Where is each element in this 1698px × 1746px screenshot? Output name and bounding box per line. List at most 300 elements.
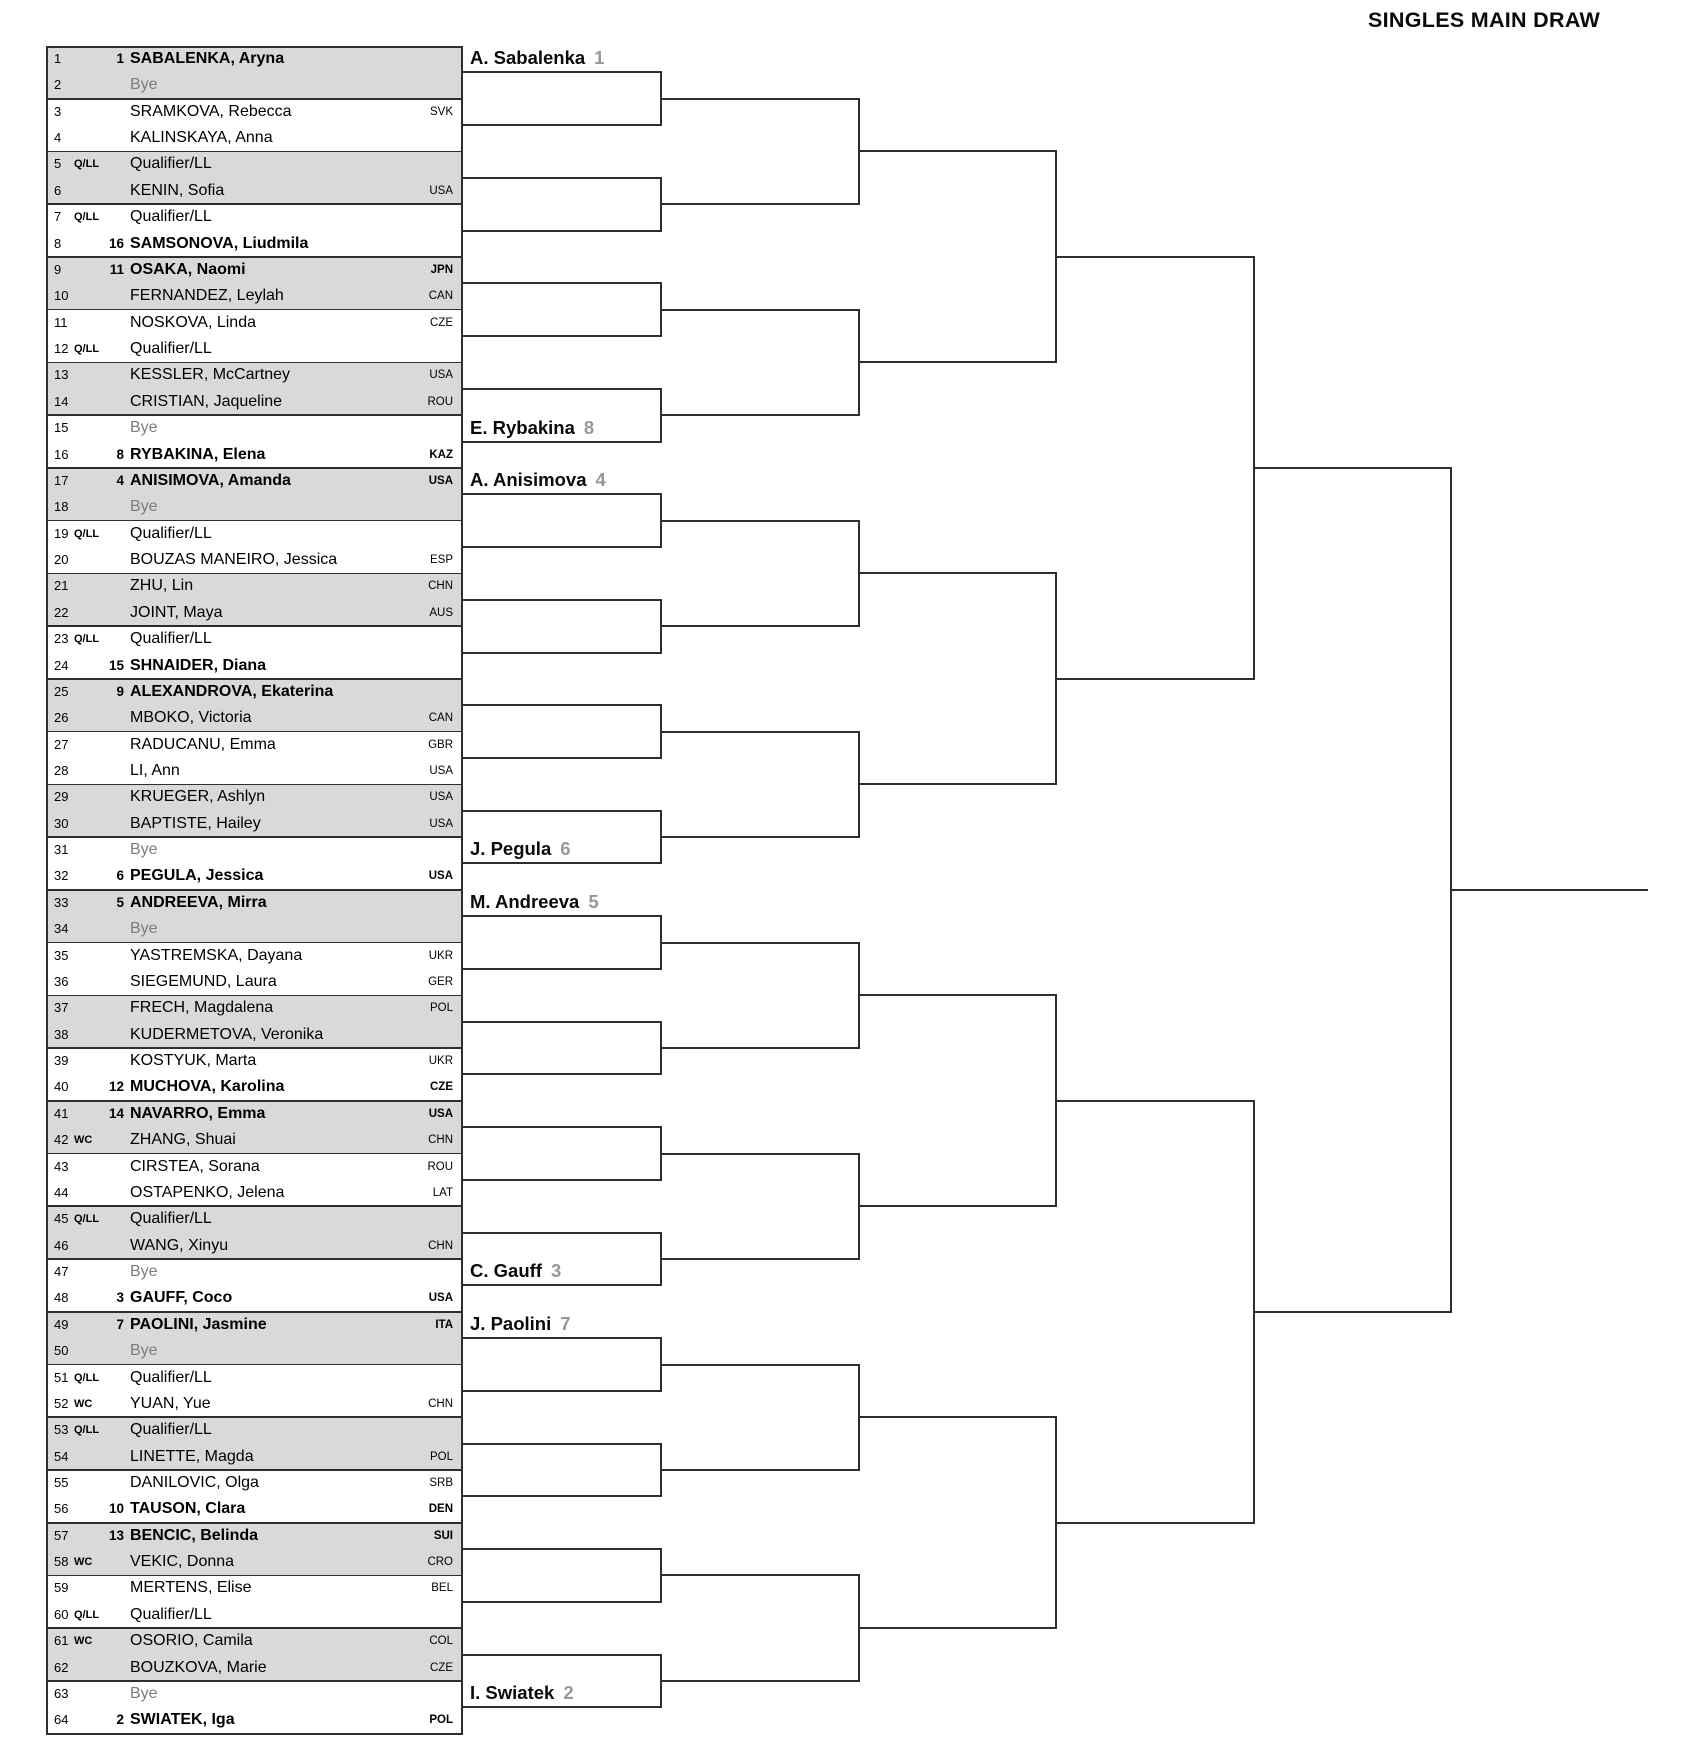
entry-number: 36 [54, 973, 69, 989]
entry-number: 50 [54, 1343, 69, 1359]
draw-row [48, 916, 461, 942]
entry-number: 22 [54, 604, 69, 620]
round2-line [463, 757, 661, 759]
draw-row [48, 1575, 461, 1601]
player-name: CIRSTEA, Sorana [130, 1157, 260, 1175]
player-name: ALEXANDROVA, Ekaterina [130, 682, 334, 700]
entry-tag: Q/LL [74, 633, 100, 646]
draw-row [48, 1206, 461, 1232]
player-name: TAUSON, Clara [130, 1500, 246, 1518]
player-name: SAMSONOVA, Liudmila [130, 234, 309, 252]
winner-seed: 1 [594, 47, 605, 69]
player-name: BOUZKOVA, Marie [130, 1658, 267, 1676]
round2-line [463, 968, 661, 970]
draw-row [48, 1180, 461, 1206]
country-code: COL [429, 1635, 453, 1648]
entry-number: 60 [54, 1606, 69, 1622]
player-name: BAPTISTE, Hailey [130, 814, 261, 832]
entry-number: 18 [54, 499, 69, 515]
country-code: USA [429, 791, 453, 804]
draw-row [48, 1154, 461, 1180]
round3-line [661, 1153, 859, 1155]
country-code: USA [429, 817, 453, 830]
entry-tag: Q/LL [74, 527, 100, 540]
round2-line [463, 915, 661, 917]
draw-row [48, 46, 461, 72]
round2-line [463, 388, 661, 390]
bye-label: Bye [130, 1684, 158, 1702]
entry-number: 55 [54, 1474, 69, 1490]
player-name: KALINSKAYA, Anna [130, 129, 273, 147]
draw-row [48, 1470, 461, 1496]
entry-seed: 15 [108, 657, 124, 673]
player-name: Qualifier/LL [130, 630, 212, 648]
draw-row [48, 99, 461, 125]
round2-line [463, 862, 661, 864]
player-name: MBOKO, Victoria [130, 709, 252, 727]
entry-number: 9 [54, 261, 62, 277]
round2-winner-label [470, 1257, 561, 1284]
draw-row [48, 784, 461, 810]
winner-name: A. Anisimova [470, 469, 587, 491]
winner-name: C. Gauff [470, 1260, 542, 1282]
draw-row [48, 1681, 461, 1707]
entry-seed: 13 [108, 1527, 124, 1543]
semifinal-line [1056, 1522, 1254, 1524]
entry-number: 49 [54, 1316, 69, 1332]
draw-row [48, 125, 461, 151]
player-name: SIEGEMUND, Laura [130, 972, 277, 990]
round2-line [463, 1548, 661, 1550]
country-code: BEL [431, 1582, 453, 1595]
semifinal-line [1056, 256, 1254, 258]
entry-seed: 5 [116, 894, 124, 910]
player-name: MERTENS, Elise [130, 1579, 252, 1597]
player-name: MUCHOVA, Karolina [130, 1078, 285, 1096]
country-code: ROU [427, 395, 453, 408]
round2-winner-label [470, 1310, 571, 1337]
draw-row [48, 1391, 461, 1417]
entry-number: 23 [54, 631, 69, 647]
player-name: YUAN, Yue [130, 1394, 211, 1412]
entry-number: 11 [54, 314, 68, 330]
round3-line [661, 1364, 859, 1366]
country-code: CZE [430, 1661, 453, 1674]
round2-line [463, 1232, 661, 1234]
country-code: GBR [428, 738, 453, 751]
winner-name: J. Pegula [470, 838, 552, 860]
player-name: OSTAPENKO, Jelena [130, 1183, 285, 1201]
semifinal-line [1056, 678, 1254, 680]
draw-row [48, 1285, 461, 1311]
player-name: SWIATEK, Iga [130, 1711, 235, 1729]
draw-row [48, 863, 461, 889]
player-name: OSORIO, Camila [130, 1632, 253, 1650]
draw-row [48, 1496, 461, 1522]
entry-number: 53 [54, 1422, 69, 1438]
draw-row [48, 72, 461, 98]
entry-seed: 3 [116, 1290, 124, 1306]
country-code: USA [429, 184, 453, 197]
country-code: KAZ [429, 448, 453, 461]
winner-name: I. Swiatek [470, 1682, 555, 1704]
entry-number: 17 [54, 472, 69, 488]
entry-tag: WC [74, 1134, 93, 1147]
player-name: FRECH, Magdalena [130, 999, 274, 1017]
player-name: RYBAKINA, Elena [130, 445, 266, 463]
country-code: LAT [432, 1186, 453, 1199]
entry-number: 1 [54, 51, 62, 66]
player-name: GAUFF, Coco [130, 1289, 233, 1307]
entry-number: 16 [54, 446, 69, 462]
player-name: CRISTIAN, Jaqueline [130, 392, 283, 410]
country-code: UKR [428, 949, 453, 962]
winner-seed: 3 [550, 1260, 562, 1282]
country-code: ESP [429, 554, 453, 567]
draw-row [48, 1338, 461, 1364]
player-name: FERNANDEZ, Leylah [130, 287, 284, 305]
country-code: USA [428, 474, 453, 487]
draw-row [48, 1707, 461, 1733]
draw-row [48, 969, 461, 995]
round2-line [463, 546, 661, 548]
entry-number: 56 [54, 1501, 69, 1517]
entry-number: 62 [54, 1659, 69, 1675]
entry-number: 46 [54, 1237, 69, 1253]
draw-row [48, 283, 461, 309]
country-code: CHN [428, 580, 453, 593]
country-code: USA [428, 870, 453, 883]
round2-line [463, 177, 661, 179]
player-name: PEGULA, Jessica [130, 867, 264, 885]
round2-winner-label [470, 44, 604, 71]
draw-row [48, 837, 461, 863]
round3-line [661, 1574, 859, 1576]
draw-row [48, 178, 461, 204]
entry-number: 25 [54, 683, 69, 699]
draw-row [48, 1022, 461, 1048]
country-code: GER [428, 975, 453, 988]
entry-number: 45 [54, 1211, 69, 1227]
country-code: USA [428, 1107, 453, 1120]
draw-row [48, 600, 461, 626]
draw-row [48, 1127, 461, 1153]
entry-number: 32 [54, 868, 69, 884]
country-code: UKR [428, 1055, 453, 1068]
entry-number: 59 [54, 1580, 69, 1596]
draw-row [48, 389, 461, 415]
player-name: JOINT, Maya [130, 603, 223, 621]
round2-line [463, 1390, 661, 1392]
entry-number: 61 [54, 1633, 69, 1649]
draw-row [48, 732, 461, 758]
entry-number: 4 [54, 130, 62, 146]
player-name: ZHU, Lin [130, 577, 194, 595]
entry-number: 39 [54, 1053, 69, 1069]
entry-seed: 14 [108, 1105, 124, 1121]
player-name: SRAMKOVA, Rebecca [130, 102, 292, 120]
player-name: Qualifier/LL [130, 155, 212, 173]
entry-number: 41 [54, 1105, 69, 1121]
entry-number: 7 [54, 209, 62, 225]
draw-row [48, 890, 461, 916]
round2-line [463, 1021, 661, 1023]
entry-seed: 2 [116, 1712, 124, 1728]
draw-row [48, 758, 461, 784]
bye-label: Bye [130, 76, 158, 94]
draw-row [48, 336, 461, 362]
draw-row [48, 1233, 461, 1259]
entry-number: 37 [54, 1000, 69, 1016]
entry-table [46, 46, 463, 1735]
player-name: RADUCANU, Emma [130, 735, 276, 753]
draw-row [48, 1365, 461, 1391]
round3-line [661, 1047, 859, 1049]
country-code: CZE [430, 316, 453, 329]
round2-line [463, 1654, 661, 1656]
player-name: PAOLINI, Jasmine [130, 1315, 267, 1333]
round2-line [463, 599, 661, 601]
round2-line [463, 810, 661, 812]
country-code: POL [429, 1002, 453, 1015]
round2-line [463, 441, 661, 443]
player-name: VEKIC, Donna [130, 1553, 235, 1571]
draw-row [48, 1101, 461, 1127]
player-name: OSAKA, Naomi [130, 260, 246, 278]
draw-row [48, 1523, 461, 1549]
draw-row [48, 1602, 461, 1628]
round2-winner-label [470, 888, 599, 915]
country-code: USA [429, 369, 453, 382]
entry-number: 57 [54, 1527, 69, 1543]
country-code: CAN [428, 290, 453, 303]
entry-number: 31 [54, 842, 69, 858]
draw-row [48, 1549, 461, 1575]
draw-row [48, 442, 461, 468]
country-code: CZE [430, 1081, 453, 1094]
draw-row [48, 626, 461, 652]
round3-line [661, 309, 859, 311]
player-name: ANDREEVA, Mirra [130, 893, 267, 911]
entry-tag: Q/LL [74, 343, 100, 356]
bye-label: Bye [130, 841, 158, 859]
draw-row [48, 1417, 461, 1443]
entry-number: 24 [54, 657, 69, 673]
entry-number: 42 [54, 1132, 69, 1148]
round2-line [463, 652, 661, 654]
round2-winner-label [470, 835, 571, 862]
draw-row [48, 362, 461, 388]
entry-number: 19 [54, 525, 69, 541]
draw-row [48, 1048, 461, 1074]
entry-number: 8 [54, 235, 62, 251]
round3-line [661, 1680, 859, 1682]
round2-line [463, 1073, 661, 1075]
country-code: DEN [428, 1503, 453, 1516]
winner-name: A. Sabalenka [470, 47, 586, 69]
player-name: DANILOVIC, Olga [130, 1473, 259, 1491]
final-line [1254, 1311, 1451, 1313]
round2-winner-label [470, 466, 606, 493]
player-name: WANG, Xinyu [130, 1236, 229, 1254]
entry-tag: Q/LL [74, 211, 100, 224]
draw-row [48, 1312, 461, 1338]
winner-name: M. Andreeva [470, 891, 580, 913]
round2-line [463, 230, 661, 232]
entry-number: 52 [54, 1395, 69, 1411]
winner-seed: 2 [563, 1682, 574, 1704]
country-code: CHN [428, 1239, 453, 1252]
entry-tag: Q/LL [74, 1213, 100, 1226]
entry-number: 63 [54, 1685, 69, 1701]
draw-row [48, 468, 461, 494]
round2-line [463, 704, 661, 706]
bye-label: Bye [130, 419, 158, 437]
quarterfinal-line [859, 150, 1056, 152]
player-name: SHNAIDER, Diana [130, 656, 267, 674]
draw-row [48, 231, 461, 257]
country-code: CHN [428, 1134, 453, 1147]
draw-row [48, 1259, 461, 1285]
country-code: SUI [433, 1529, 453, 1542]
round2-line [463, 1284, 661, 1286]
player-name: Qualifier/LL [130, 340, 212, 358]
entry-number: 54 [54, 1448, 69, 1464]
player-name: Qualifier/LL [130, 1421, 212, 1439]
player-name: KUDERMETOVA, Veronika [130, 1025, 324, 1043]
round3-line [661, 731, 859, 733]
draw-row [48, 1444, 461, 1470]
entry-number: 51 [54, 1369, 69, 1385]
entry-number: 47 [54, 1264, 69, 1280]
entry-number: 27 [54, 736, 69, 752]
entry-seed: 8 [116, 446, 124, 462]
quarterfinal-line [859, 361, 1056, 363]
round2-line [463, 1601, 661, 1603]
entry-seed: 1 [116, 51, 124, 66]
round2-line [463, 335, 661, 337]
player-name: ZHANG, Shuai [130, 1131, 236, 1149]
entry-tag: Q/LL [74, 158, 100, 171]
entry-number: 35 [54, 947, 69, 963]
country-code: AUS [429, 606, 453, 619]
round2-line [463, 1126, 661, 1128]
round2-line [463, 1179, 661, 1181]
round2-winner-label [470, 414, 594, 441]
winner-seed: 4 [595, 469, 606, 491]
entry-seed: 11 [109, 261, 124, 277]
draw-row [48, 705, 461, 731]
entry-number: 13 [54, 367, 69, 383]
page-title: SINGLES MAIN DRAW [1368, 8, 1601, 32]
champion-line [1451, 889, 1648, 891]
country-code: CRO [427, 1556, 453, 1569]
player-name: NOSKOVA, Linda [130, 313, 256, 331]
draw-row [48, 573, 461, 599]
draw-row [48, 547, 461, 573]
round3-line [661, 203, 859, 205]
entry-tag: WC [74, 1556, 93, 1569]
country-code: POL [429, 1450, 453, 1463]
player-name: YASTREMSKA, Dayana [130, 946, 303, 964]
quarterfinal-line [859, 783, 1056, 785]
entry-seed: 4 [116, 472, 124, 488]
round2-line [463, 1706, 661, 1708]
draw-row [48, 1628, 461, 1654]
entry-number: 43 [54, 1158, 69, 1174]
entry-tag: Q/LL [74, 1371, 100, 1384]
entry-number: 29 [54, 789, 69, 805]
entry-number: 48 [54, 1290, 69, 1306]
round3-line [661, 1469, 859, 1471]
round3-line [661, 98, 859, 100]
quarterfinal-line [859, 572, 1056, 574]
entry-number: 40 [54, 1079, 69, 1095]
draw-row [48, 1074, 461, 1100]
entry-number: 6 [54, 182, 62, 198]
player-name: ANISIMOVA, Amanda [130, 471, 291, 489]
draw-row [48, 257, 461, 283]
entry-number: 44 [54, 1184, 69, 1200]
draw-row [48, 521, 461, 547]
quarterfinal-line [859, 994, 1056, 996]
entry-number: 12 [54, 341, 69, 357]
entry-tag: WC [74, 1635, 93, 1648]
entry-number: 3 [54, 103, 62, 119]
winner-seed: 5 [588, 891, 599, 913]
semifinal-line [1056, 1100, 1254, 1102]
entry-number: 14 [54, 393, 69, 409]
country-code: USA [429, 764, 453, 777]
draw-row [48, 415, 461, 441]
entry-tag: Q/LL [74, 1608, 100, 1621]
player-name: Qualifier/LL [130, 1605, 212, 1623]
round2-line [463, 493, 661, 495]
round2-line [463, 1495, 661, 1497]
entry-number: 5 [54, 156, 62, 172]
entry-seed: 16 [108, 235, 124, 251]
draw-row [48, 679, 461, 705]
player-name: Qualifier/LL [130, 208, 212, 226]
country-code: CAN [428, 712, 453, 725]
entry-seed: 9 [116, 683, 124, 699]
player-name: KESSLER, McCartney [130, 366, 291, 384]
draw-row [48, 494, 461, 520]
bye-label: Bye [130, 1263, 158, 1281]
entry-number: 15 [54, 420, 69, 436]
bye-label: Bye [130, 920, 158, 938]
draw-row [48, 1655, 461, 1681]
draw-row [48, 995, 461, 1021]
entry-number: 26 [54, 710, 69, 726]
player-name: Qualifier/LL [130, 1368, 212, 1386]
entry-number: 20 [54, 552, 69, 568]
player-name: BOUZAS MANEIRO, Jessica [130, 551, 338, 569]
player-name: Qualifier/LL [130, 524, 212, 542]
country-code: SRB [429, 1476, 453, 1489]
entry-number: 58 [54, 1554, 69, 1570]
entry-seed: 12 [108, 1079, 124, 1095]
player-name: KRUEGER, Ashlyn [130, 788, 266, 806]
entry-seed: 10 [108, 1501, 124, 1517]
round2-line [463, 1443, 661, 1445]
quarterfinal-line [859, 1627, 1056, 1629]
country-code: ROU [427, 1160, 453, 1173]
round2-winner-label [470, 1679, 574, 1706]
draw-row [48, 310, 461, 336]
round2-line [463, 282, 661, 284]
round3-line [661, 520, 859, 522]
